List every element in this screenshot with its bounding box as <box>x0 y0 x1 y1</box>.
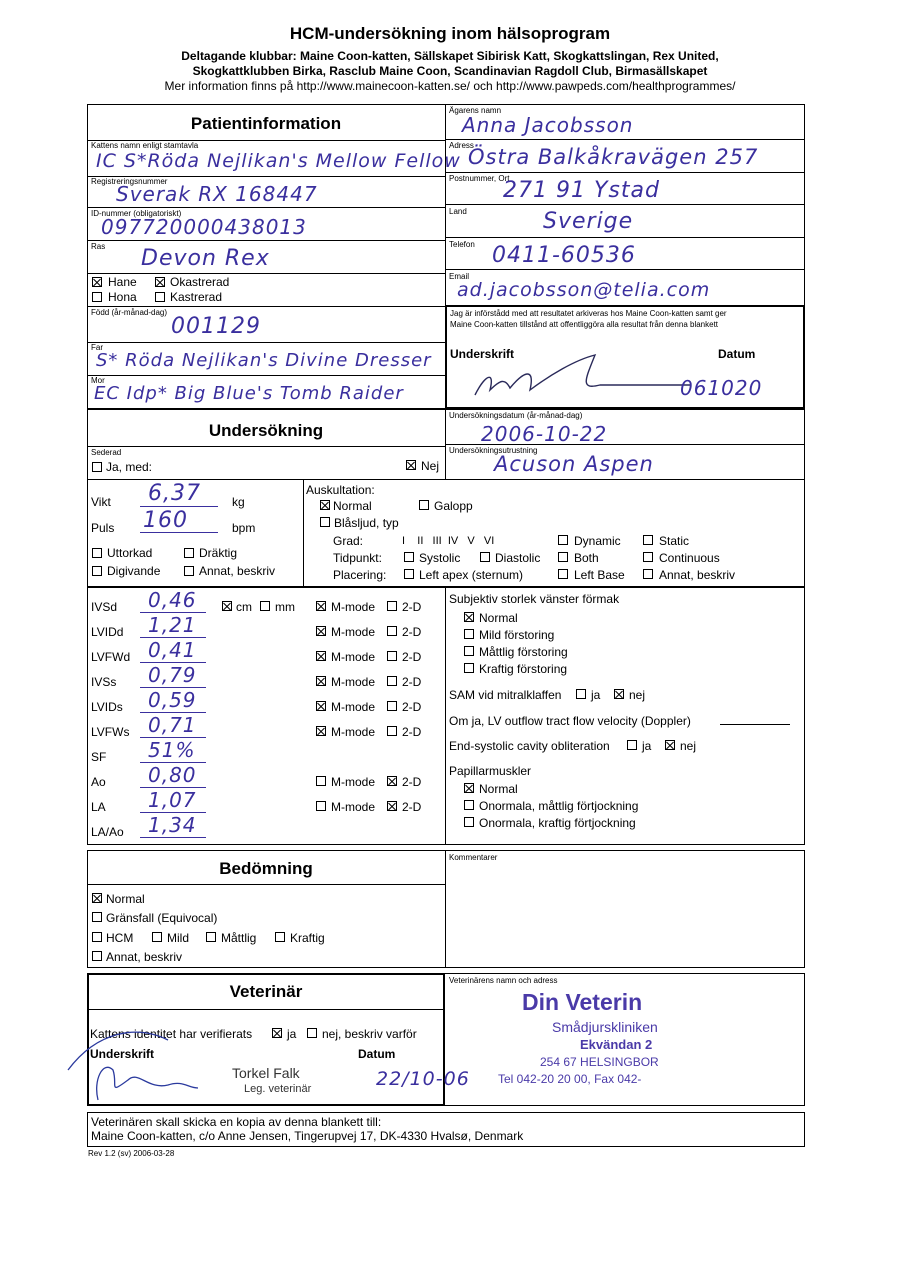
identity-yes-label: ja <box>287 1027 297 1041</box>
twod-label: 2-D <box>402 725 422 739</box>
mmode-checkbox[interactable] <box>316 626 326 636</box>
measurement-value: 0,71 <box>148 713 197 737</box>
owner-address-label: Adress <box>449 141 474 150</box>
mmode-label: M-mode <box>331 675 376 689</box>
clinic-city: 254 67 HELSINGBOR <box>540 1055 659 1069</box>
pulse-value: 160 <box>143 508 188 533</box>
lvot-input-line[interactable] <box>720 724 790 725</box>
measurement-value: 51% <box>148 738 196 762</box>
murmur-label: Blåsljud, typ <box>334 516 399 530</box>
pulse-label: Puls <box>91 521 115 535</box>
measurement-value: 0,79 <box>148 663 197 687</box>
static-checkbox[interactable] <box>643 535 653 545</box>
measurement-value: 1,21 <box>148 613 197 637</box>
vet-stamp-name: Torkel Falk <box>232 1065 300 1081</box>
clinic-sub: Smådjurskliniken <box>552 1019 658 1035</box>
mmode-checkbox[interactable] <box>316 776 326 786</box>
mmode-checkbox[interactable] <box>316 601 326 611</box>
vet-signature-icon <box>58 1010 238 1106</box>
assessment-other-label: Annat, beskriv <box>106 950 183 964</box>
measurement-label: IVSs <box>91 675 117 689</box>
vet-signature-label: Underskrift <box>90 1047 155 1061</box>
sam-label: SAM vid mitralklaffen <box>449 688 562 702</box>
esco-no-checkbox[interactable] <box>665 740 675 750</box>
measurement-label: LVFWs <box>91 725 130 739</box>
grade-label: Grad: <box>333 534 364 548</box>
vet-date-value: 22/10-06 <box>376 1068 470 1090</box>
hcm-label: HCM <box>106 931 134 945</box>
left-apex-checkbox[interactable] <box>404 569 414 579</box>
weight-label: Vikt <box>91 495 111 509</box>
father-value: S* Röda Nejlikan's Divine Dresser <box>96 350 432 371</box>
owner-country-value: Sverige <box>543 209 634 234</box>
dynamic-label: Dynamic <box>574 534 621 548</box>
clubs-line-2: Skogkattklubben Birka, Rasclub Maine Coon, Scandinavian Ragdoll Club, Birmasällskapet <box>192 64 708 78</box>
dehydrated-label: Uttorkad <box>107 546 153 560</box>
auscultation-normal-label: Normal <box>333 499 372 513</box>
measurement-label: LA <box>91 800 106 814</box>
sex-female-checkbox[interactable] <box>92 292 102 302</box>
father-label: Far <box>91 343 103 352</box>
twod-label: 2-D <box>402 800 422 814</box>
mmode-label: M-mode <box>331 650 376 664</box>
owner-address-value: Östra Balkåkravägen 257 <box>468 145 759 169</box>
weight-unit: kg <box>232 495 245 509</box>
esco-yes-label: ja <box>642 739 652 753</box>
born-label: Född (år-månad-dag) <box>91 308 168 317</box>
identity-label: Kattens identitet har verifierats <box>90 1027 253 1041</box>
born-value: 001129 <box>171 314 261 339</box>
measurement-value: 0,46 <box>148 588 197 612</box>
twod-label: 2-D <box>402 650 422 664</box>
mmode-label: M-mode <box>331 625 376 639</box>
mmode-label: M-mode <box>331 700 376 714</box>
sex-male-checkbox[interactable] <box>92 277 102 287</box>
diastolic-checkbox[interactable] <box>480 552 490 562</box>
pap-moderate-label: Onormala, måttlig förtjockning <box>479 799 639 813</box>
unit-cm-label: cm <box>236 600 252 614</box>
vet-address-label: Veterinärens namn och adress <box>449 976 558 985</box>
systolic-label: Systolic <box>419 551 461 565</box>
la-normal-checkbox[interactable] <box>464 612 474 622</box>
diastolic-label: Diastolic <box>495 551 541 565</box>
measurement-value: 0,59 <box>148 688 197 712</box>
continuous-label: Continuous <box>659 551 720 565</box>
mmode-label: M-mode <box>331 775 376 789</box>
mmode-checkbox[interactable] <box>316 726 326 736</box>
identity-no-label: nej, beskriv varför <box>322 1027 417 1041</box>
assessment-normal-checkbox[interactable] <box>92 893 102 903</box>
exam-date-label: Undersökningsdatum (år-månad-dag) <box>449 411 583 420</box>
hcm-severe-label: Kraftig <box>290 931 325 945</box>
mmode-label: M-mode <box>331 725 376 739</box>
vet-section-title: Veterinär <box>229 982 303 1001</box>
measurement-label: LVFWd <box>91 650 131 664</box>
pap-moderate-checkbox[interactable] <box>464 800 474 810</box>
hcm-mild-label: Mild <box>167 931 190 945</box>
measurement-value: 0,80 <box>148 763 197 787</box>
owner-signature-icon <box>455 350 695 405</box>
systolic-checkbox[interactable] <box>404 552 414 562</box>
measurement-label: Ao <box>91 775 106 789</box>
pregnant-checkbox[interactable] <box>184 548 194 558</box>
la-moderate-checkbox[interactable] <box>464 646 474 656</box>
owner-phone-value: 0411-60536 <box>492 243 636 268</box>
dynamic-checkbox[interactable] <box>558 535 568 545</box>
hcm-checkbox[interactable] <box>92 932 102 942</box>
info-line: Mer information finns på http://www.mainecoon-katten.se/ och http://www.pawpeds.com/healthprogrammes/ <box>164 79 736 93</box>
mmode-checkbox[interactable] <box>316 651 326 661</box>
hcm-mild-checkbox[interactable] <box>152 932 162 942</box>
mother-value: EC Idp* Big Blue's Tomb Raider <box>94 383 404 404</box>
mmode-checkbox[interactable] <box>316 801 326 811</box>
owner-name-label: Ägarens namn <box>449 106 502 115</box>
id-value: 097720000438013 <box>101 215 307 239</box>
id-label: ID-nummer (obligatoriskt) <box>91 209 182 218</box>
left-base-checkbox[interactable] <box>558 569 568 579</box>
twod-checkbox[interactable] <box>387 626 397 636</box>
la-normal-label: Normal <box>479 611 518 625</box>
measurement-label: LVIDs <box>91 700 123 714</box>
vet-date-label: Datum <box>358 1047 396 1061</box>
consent-line-1: Jag är införstådd med att resultatet arkiveras hos Maine Coon-katten samt ger <box>450 309 727 318</box>
mmode-checkbox[interactable] <box>316 676 326 686</box>
breed-label: Ras <box>91 242 106 251</box>
twod-label: 2-D <box>402 675 422 689</box>
measurement-label: IVSd <box>91 600 118 614</box>
mmode-label: M-mode <box>331 800 376 814</box>
breed-value: Devon Rex <box>141 246 270 271</box>
both-checkbox[interactable] <box>558 552 568 562</box>
twod-checkbox[interactable] <box>387 726 397 736</box>
la-mild-label: Mild förstoring <box>479 628 555 642</box>
clinic-phone: Tel 042-20 20 00, Fax 042- <box>498 1072 642 1086</box>
esco-no-label: nej <box>680 739 697 753</box>
left-apex-label: Left apex (sternum) <box>419 568 524 582</box>
owner-date-label: Datum <box>718 347 756 361</box>
reg-label: Registreringsnummer <box>91 177 168 186</box>
owner-email-label: Email <box>449 272 470 281</box>
placement-label: Placering: <box>333 568 387 582</box>
sedated-label: Sederad <box>91 448 122 457</box>
owner-name-value: Anna Jacobsson <box>462 113 634 137</box>
pap-normal-checkbox[interactable] <box>464 783 474 793</box>
identity-no-checkbox[interactable] <box>307 1028 317 1038</box>
exam-section-title: Undersökning <box>208 421 324 440</box>
clinic-street: Ekvändan 2 <box>580 1037 653 1052</box>
twod-checkbox[interactable] <box>387 776 397 786</box>
esco-label: End-systolic cavity obliteration <box>449 739 610 753</box>
twod-label: 2-D <box>402 600 422 614</box>
static-label: Static <box>659 534 690 548</box>
sedated-yes-checkbox[interactable] <box>92 462 102 472</box>
footer-line-2: Maine Coon-katten, c/o Anne Jensen, Tingerupvej 17, DK-4330 Hvalsø, Denmark <box>91 1129 524 1143</box>
sam-yes-label: ja <box>591 688 601 702</box>
owner-postal-label: Postnummer, Ort <box>449 174 510 183</box>
exam-date-value: 2006-10-22 <box>481 422 608 446</box>
owner-phone-label: Telefon <box>449 240 475 249</box>
unit-mm-label: mm <box>275 600 295 614</box>
assessment-section-title: Bedömning <box>219 859 313 878</box>
mmode-label: M-mode <box>331 600 376 614</box>
twod-checkbox[interactable] <box>387 801 397 811</box>
sedated-no-label: Nej <box>421 459 440 473</box>
twod-label: 2-D <box>402 775 422 789</box>
owner-postal-value: 271 91 Ystad <box>503 178 660 203</box>
placement-other-checkbox[interactable] <box>643 569 653 579</box>
other-describe-label: Annat, beskriv <box>199 564 276 578</box>
subjective-title: Subjektiv storlek vänster förmak <box>449 592 620 606</box>
equipment-value: Acuson Aspen <box>494 452 654 476</box>
owner-date-value: 061020 <box>680 376 763 400</box>
placement-other-label: Annat, beskriv <box>659 568 736 582</box>
sex-female-label: Hona <box>108 290 137 304</box>
lactating-checkbox[interactable] <box>92 566 102 576</box>
lactating-label: Digivande <box>107 564 161 578</box>
patient-section-title: Patientinformation <box>190 114 342 133</box>
sedated-no-checkbox[interactable] <box>406 460 416 470</box>
hcm-severe-checkbox[interactable] <box>275 932 285 942</box>
mmode-checkbox[interactable] <box>316 701 326 711</box>
twod-label: 2-D <box>402 700 422 714</box>
lvot-label: Om ja, LV outflow tract flow velocity (Doppler) <box>449 714 691 728</box>
owner-email-value: ad.jacobsson@telia.com <box>457 279 711 301</box>
other-describe-checkbox[interactable] <box>184 566 194 576</box>
sex-male-label: Hane <box>108 275 137 289</box>
weight-value: 6,37 <box>148 481 201 506</box>
dehydrated-checkbox[interactable] <box>92 548 102 558</box>
owner-signature-label: Underskrift <box>450 347 515 361</box>
hcm-moderate-checkbox[interactable] <box>206 932 216 942</box>
measurement-label: LVIDd <box>91 625 124 639</box>
unit-mm-checkbox[interactable] <box>260 601 270 611</box>
revision-label: Rev 1.2 (sv) 2006-03-28 <box>88 1149 175 1158</box>
pap-normal-label: Normal <box>479 782 518 796</box>
owner-country-label: Land <box>449 207 467 216</box>
measurement-value: 1,34 <box>148 813 197 837</box>
hcm-moderate-label: Måttlig <box>221 931 257 945</box>
assessment-other-checkbox[interactable] <box>92 951 102 961</box>
timing-label: Tidpunkt: <box>333 551 382 565</box>
gallop-checkbox[interactable] <box>419 500 429 510</box>
continuous-checkbox[interactable] <box>643 552 653 562</box>
esco-yes-checkbox[interactable] <box>627 740 637 750</box>
la-severe-label: Kraftig förstoring <box>479 662 568 676</box>
cat-name-label: Kattens namn enligt stamtavla <box>91 141 199 150</box>
form-title: HCM-undersökning inom hälsoprogram <box>289 24 611 43</box>
la-mild-checkbox[interactable] <box>464 629 474 639</box>
vet-stamp-title: Leg. veterinär <box>244 1083 312 1095</box>
neutered-label: Kastrerad <box>170 290 223 304</box>
pap-severe-checkbox[interactable] <box>464 817 474 827</box>
identity-yes-checkbox[interactable] <box>272 1028 282 1038</box>
papillary-title: Papillarmuskler <box>449 764 532 778</box>
twod-checkbox[interactable] <box>387 651 397 661</box>
left-base-label: Left Base <box>574 568 625 582</box>
equivocal-label: Gränsfall (Equivocal) <box>106 911 218 925</box>
measurement-value: 1,07 <box>148 788 197 812</box>
sam-no-label: nej <box>629 688 646 702</box>
clinic-name: Din Veterin <box>522 989 643 1015</box>
clubs-line-1: Deltagande klubbar: Maine Coon-katten, Sällskapet Sibirisk Katt, Skogkattslingan, Rex United, <box>181 49 719 63</box>
gallop-label: Galopp <box>434 499 473 513</box>
measurement-label: LA/Ao <box>91 825 124 839</box>
grade-options: I II III IV V VI <box>402 535 495 547</box>
pregnant-label: Dräktig <box>199 546 238 560</box>
twod-label: 2-D <box>402 625 422 639</box>
sam-yes-checkbox[interactable] <box>576 689 586 699</box>
measurement-value: 0,41 <box>148 638 197 662</box>
reg-value: Sverak RX 168447 <box>116 182 318 206</box>
assessment-normal-label: Normal <box>106 892 145 906</box>
measurement-underline <box>140 837 206 838</box>
equipment-label: Undersökningsutrustning <box>449 446 538 455</box>
mother-label: Mor <box>91 376 105 385</box>
la-moderate-label: Måttlig förstoring <box>479 645 568 659</box>
twod-checkbox[interactable] <box>387 676 397 686</box>
comments-label: Kommentarer <box>449 853 498 862</box>
twod-checkbox[interactable] <box>387 701 397 711</box>
sedated-yes-label: Ja, med: <box>106 460 153 474</box>
consent-line-2: Maine Coon-katten tillstånd att offentliggöra alla resultat från denna blankett <box>450 320 719 329</box>
neutered-checkbox[interactable] <box>155 292 165 302</box>
auscultation-label: Auskultation: <box>306 483 375 497</box>
intact-label: Okastrerad <box>170 275 230 289</box>
murmur-checkbox[interactable] <box>320 517 330 527</box>
unit-cm-checkbox[interactable] <box>222 601 232 611</box>
equivocal-checkbox[interactable] <box>92 912 102 922</box>
auscultation-normal-checkbox[interactable] <box>320 500 330 510</box>
pap-severe-label: Onormala, kraftig förtjockning <box>479 816 636 830</box>
sam-no-checkbox[interactable] <box>614 689 624 699</box>
cat-name-value: IC S*Röda Nejlikan's Mellow Fellow <box>96 150 461 172</box>
la-severe-checkbox[interactable] <box>464 663 474 673</box>
intact-checkbox[interactable] <box>155 277 165 287</box>
twod-checkbox[interactable] <box>387 601 397 611</box>
measurement-label: SF <box>91 750 107 764</box>
both-label: Both <box>574 551 599 565</box>
pulse-unit: bpm <box>232 521 256 535</box>
footer-line-1: Veterinären skall skicka en kopia av denna blankett till: <box>91 1115 382 1129</box>
